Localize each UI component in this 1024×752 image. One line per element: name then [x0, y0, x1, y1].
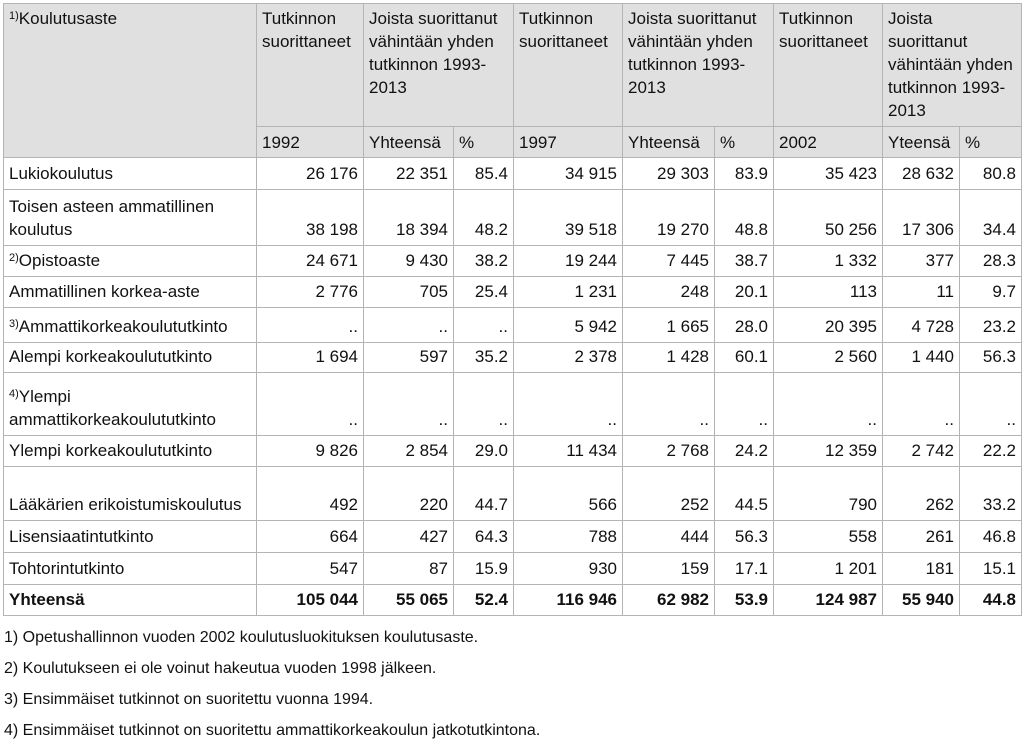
table-cell: ..: [623, 373, 715, 436]
col-header-completed-1997: Tutkinnon suorittaneet: [514, 4, 623, 127]
table-cell: 1 440: [883, 343, 960, 373]
table-cell: 1 428: [623, 343, 715, 373]
document: [3, 3, 1022, 746]
footnote: 1) Opetushallinnon vuoden 2002 koulutusluokituksen koulutusaste.: [4, 629, 479, 646]
table-cell: 7 445: [623, 246, 715, 277]
row-label-text: Opistoaste: [18, 251, 101, 270]
table-cell: 788: [514, 521, 623, 553]
table-cell: 28.3: [960, 246, 1022, 277]
table-cell: 20 395: [774, 308, 883, 343]
table-cell: 85.4: [454, 158, 514, 190]
table-cell: 15.1: [960, 553, 1022, 585]
row-label: [4, 521, 257, 553]
table-cell: 11: [883, 277, 960, 308]
table-cell: 2 378: [514, 343, 623, 373]
footnote-marker: 3): [9, 318, 19, 330]
table-cell: 56.3: [715, 521, 774, 553]
table-cell: 17 306: [883, 190, 960, 246]
table-cell: 11 434: [514, 436, 623, 467]
col-pct-1992: %: [454, 127, 514, 158]
table-cell: 46.8: [960, 521, 1022, 553]
col-header-completed-1992: Tutkinnon suorittaneet: [257, 4, 364, 127]
table-cell: 2 854: [364, 436, 454, 467]
table-cell: 566: [514, 467, 623, 521]
row-label-text: Alempi korkeakoulututkinto: [9, 347, 213, 366]
table-cell: 597: [364, 343, 454, 373]
table-cell: 48.8: [715, 190, 774, 246]
table-cell: ..: [454, 308, 514, 343]
row-label-text: Yhteensä: [9, 590, 85, 609]
table-cell: 12 359: [774, 436, 883, 467]
table-cell: 5 942: [514, 308, 623, 343]
row-header-label: Koulutusaste: [18, 9, 118, 28]
table-cell: 220: [364, 467, 454, 521]
footnote: 3) Ensimmäiset tutkinnot on suoritettu vuonna 1994.: [4, 691, 374, 708]
table-cell: 29.0: [454, 436, 514, 467]
table-cell: 35.2: [454, 343, 514, 373]
row-label: [4, 585, 257, 616]
table-cell: 56.3: [960, 343, 1022, 373]
col-header-completed-2002: Tutkinnon suorittaneet: [774, 4, 883, 127]
row-label-text: Ylempi ammattikorkeakoulututkinto: [9, 387, 216, 429]
table-cell: 2 560: [774, 343, 883, 373]
table-cell: 930: [514, 553, 623, 585]
table-cell: 24.2: [715, 436, 774, 467]
table-cell: 9 826: [257, 436, 364, 467]
row-header-footnote: 1): [9, 10, 19, 22]
table-cell: 9 430: [364, 246, 454, 277]
table-cell: 1 665: [623, 308, 715, 343]
table-cell: 35 423: [774, 158, 883, 190]
table-cell: 26 176: [257, 158, 364, 190]
table-cell: 23.2: [960, 308, 1022, 343]
table-cell: 22.2: [960, 436, 1022, 467]
table-cell: 44.7: [454, 467, 514, 521]
table-cell: 252: [623, 467, 715, 521]
table-body: [4, 158, 1022, 616]
row-label-text: Tohtorintutkinto: [9, 559, 125, 578]
table-cell: 377: [883, 246, 960, 277]
table-row: [4, 553, 1022, 585]
table-cell: 50 256: [774, 190, 883, 246]
table-cell: 28 632: [883, 158, 960, 190]
table-cell: ..: [715, 373, 774, 436]
row-label: [4, 190, 257, 246]
table-cell: 444: [623, 521, 715, 553]
table-cell: 19 244: [514, 246, 623, 277]
table-row: [4, 373, 1022, 436]
table-cell: 17.1: [715, 553, 774, 585]
row-label-text: Lisensiaatintutkinto: [9, 527, 154, 546]
row-label: [4, 308, 257, 343]
table-cell: 62 982: [623, 585, 715, 616]
row-label: [4, 467, 257, 521]
table-cell: ..: [454, 373, 514, 436]
col-header-subset-1992: Joista suorittanut vähintään yhden tutkinnon 1993-2013: [364, 4, 514, 127]
table-row: [4, 246, 1022, 277]
row-label-text: Ylempi korkeakoulututkinto: [9, 441, 213, 460]
table-row: [4, 277, 1022, 308]
table-cell: 25.4: [454, 277, 514, 308]
table-cell: 55 065: [364, 585, 454, 616]
col-pct-2002: %: [960, 127, 1022, 158]
table-cell: 1 201: [774, 553, 883, 585]
table-cell: ..: [257, 373, 364, 436]
table-cell: 105 044: [257, 585, 364, 616]
table-cell: 15.9: [454, 553, 514, 585]
table-cell: 248: [623, 277, 715, 308]
table-cell: 28.0: [715, 308, 774, 343]
table-cell: 38.2: [454, 246, 514, 277]
table-cell: 55 940: [883, 585, 960, 616]
col-year-1997: 1997: [514, 127, 623, 158]
table-cell: 39 518: [514, 190, 623, 246]
table-cell: 34 915: [514, 158, 623, 190]
col-header-subset-1997: Joista suorittanut vähintään yhden tutkinnon 1993-2013: [623, 4, 774, 127]
table-row: [4, 521, 1022, 553]
table-cell: 24 671: [257, 246, 364, 277]
table-cell: 64.3: [454, 521, 514, 553]
col-year-1992: 1992: [257, 127, 364, 158]
row-label-text: Lääkärien erikoistumiskoulutus: [9, 495, 242, 514]
footnote-marker: 2): [9, 252, 19, 264]
table-row: [4, 467, 1022, 521]
table-cell: 48.2: [454, 190, 514, 246]
table-cell: 113: [774, 277, 883, 308]
table-cell: 83.9: [715, 158, 774, 190]
table-cell: 9.7: [960, 277, 1022, 308]
table-cell: 34.4: [960, 190, 1022, 246]
table-cell: 1 332: [774, 246, 883, 277]
table-cell: 261: [883, 521, 960, 553]
table-cell: 53.9: [715, 585, 774, 616]
table-row: [4, 343, 1022, 373]
table-cell: ..: [960, 373, 1022, 436]
table-row: [4, 585, 1022, 616]
table-cell: 18 394: [364, 190, 454, 246]
table-row: [4, 436, 1022, 467]
table-row: [4, 190, 1022, 246]
row-label: [4, 436, 257, 467]
table-cell: 80.8: [960, 158, 1022, 190]
table-cell: 60.1: [715, 343, 774, 373]
table-cell: 33.2: [960, 467, 1022, 521]
col-year-2002: 2002: [774, 127, 883, 158]
table-cell: ..: [514, 373, 623, 436]
row-label-text: Toisen asteen ammatillinen koulutus: [9, 197, 215, 239]
table-cell: 558: [774, 521, 883, 553]
row-label-text: Ammatillinen korkea-aste: [9, 282, 200, 301]
table-cell: 2 776: [257, 277, 364, 308]
col-total-2002: Yteensä: [883, 127, 960, 158]
table-cell: 20.1: [715, 277, 774, 308]
table-cell: 87: [364, 553, 454, 585]
col-total-1992: Yhteensä: [364, 127, 454, 158]
row-label-text: Ammattikorkeakoulututkinto: [18, 317, 228, 336]
row-label: [4, 553, 257, 585]
col-header-subset-2002: Joista suorittanut vähintään yhden tutkinnon 1993-2013: [883, 4, 1022, 127]
table-row: [4, 308, 1022, 343]
footnote: 4) Ensimmäiset tutkinnot on suoritettu ammattikorkeakoulun jatkotutkintona.: [4, 722, 541, 739]
table-cell: 52.4: [454, 585, 514, 616]
table-cell: 22 351: [364, 158, 454, 190]
degree-statistics-table: [3, 3, 1022, 616]
row-label: [4, 246, 257, 277]
table-cell: 705: [364, 277, 454, 308]
row-label: [4, 158, 257, 190]
row-label-text: Lukiokoulutus: [9, 164, 113, 183]
table-cell: 181: [883, 553, 960, 585]
table-cell: 2 768: [623, 436, 715, 467]
table-cell: 427: [364, 521, 454, 553]
table-cell: 790: [774, 467, 883, 521]
table-cell: 38 198: [257, 190, 364, 246]
row-label: [4, 373, 257, 436]
row-label: [4, 343, 257, 373]
table-cell: 116 946: [514, 585, 623, 616]
table-cell: 4 728: [883, 308, 960, 343]
table-cell: 664: [257, 521, 364, 553]
col-total-1997: Yhteensä: [623, 127, 715, 158]
table-cell: 19 270: [623, 190, 715, 246]
table-row: [4, 158, 1022, 190]
table-cell: 1 231: [514, 277, 623, 308]
col-pct-1997: %: [715, 127, 774, 158]
table-cell: 44.8: [960, 585, 1022, 616]
table-cell: 2 742: [883, 436, 960, 467]
footnotes: [3, 622, 1022, 746]
footnote: 2) Koulutukseen ei ole voinut hakeutua vuoden 1998 jälkeen.: [4, 660, 437, 677]
table-cell: 44.5: [715, 467, 774, 521]
table-cell: 124 987: [774, 585, 883, 616]
table-cell: 159: [623, 553, 715, 585]
row-label: [4, 277, 257, 308]
row-header: [4, 4, 257, 158]
table-cell: ..: [364, 308, 454, 343]
table-cell: ..: [257, 308, 364, 343]
footnote-marker: 4): [9, 388, 19, 400]
table-cell: ..: [364, 373, 454, 436]
table-cell: ..: [774, 373, 883, 436]
table-cell: ..: [883, 373, 960, 436]
table-cell: 262: [883, 467, 960, 521]
table-cell: 547: [257, 553, 364, 585]
table-cell: 29 303: [623, 158, 715, 190]
table-cell: 492: [257, 467, 364, 521]
table-cell: 38.7: [715, 246, 774, 277]
table-cell: 1 694: [257, 343, 364, 373]
